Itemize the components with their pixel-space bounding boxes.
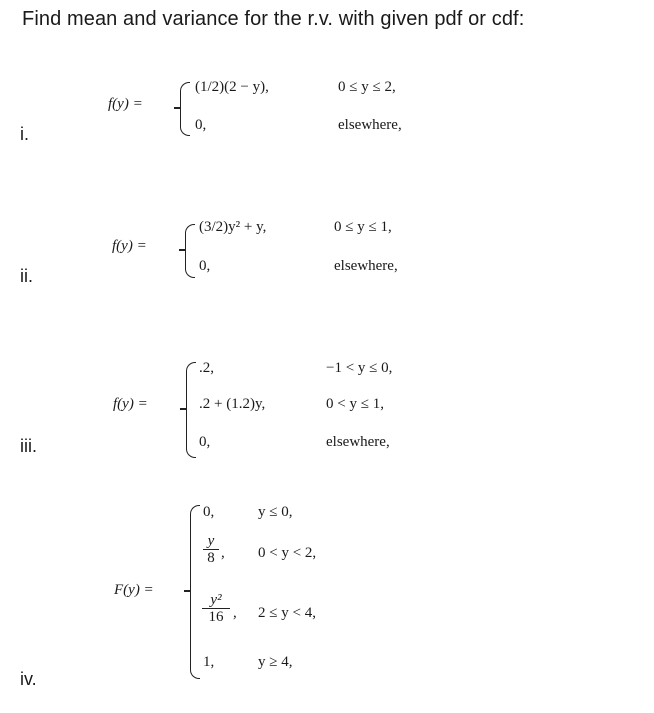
problem-label-ii: ii. <box>20 266 33 286</box>
case-expression: 0, <box>199 258 211 274</box>
case-condition: y ≥ 4, <box>258 654 293 670</box>
case-condition: 0 ≤ y ≤ 2, <box>338 79 396 95</box>
case-punctuation: , <box>233 605 237 621</box>
problem-label-iv: iv. <box>20 669 37 689</box>
case-expression: (1/2)(2 − y), <box>195 79 269 95</box>
brace <box>180 82 190 136</box>
fraction-denominator: 16 <box>208 609 224 625</box>
case-expression: 0, <box>199 434 211 450</box>
case-expression: 0, <box>195 117 207 133</box>
case-condition: elsewhere, <box>326 434 390 450</box>
case-condition: y ≤ 0, <box>258 504 293 520</box>
fraction-numerator: y <box>207 533 215 549</box>
problem-label-iii: iii. <box>20 436 37 456</box>
brace <box>186 362 196 458</box>
fraction-numerator: y² <box>210 592 222 608</box>
case-condition: elsewhere, <box>338 117 402 133</box>
problem-label-i: i. <box>20 124 29 144</box>
case-expression: (3/2)y² + y, <box>199 219 267 235</box>
case-condition: −1 < y ≤ 0, <box>326 360 393 376</box>
fraction-denominator: 8 <box>207 550 215 566</box>
case-condition: 0 < y < 2, <box>258 545 317 561</box>
case-fraction <box>202 592 230 625</box>
brace <box>185 224 195 278</box>
case-condition: 2 ≤ y < 4, <box>258 605 316 621</box>
page-title: Find mean and variance for the r.v. with given pdf or cdf: <box>22 8 525 30</box>
case-expression: 0, <box>203 504 215 520</box>
equation-lhs: f(y) = <box>113 396 148 412</box>
equation-lhs: f(y) = <box>112 238 147 254</box>
case-punctuation: , <box>221 545 225 561</box>
equation-lhs: F(y) = <box>114 582 154 598</box>
brace <box>190 505 200 679</box>
case-condition: 0 ≤ y ≤ 1, <box>334 219 392 235</box>
case-condition: elsewhere, <box>334 258 398 274</box>
case-fraction <box>203 533 219 566</box>
case-expression: .2, <box>199 360 214 376</box>
case-expression: .2 + (1.2)y, <box>199 396 266 412</box>
equation-lhs: f(y) = <box>108 96 143 112</box>
case-expression: 1, <box>203 654 215 670</box>
case-condition: 0 < y ≤ 1, <box>326 396 384 412</box>
